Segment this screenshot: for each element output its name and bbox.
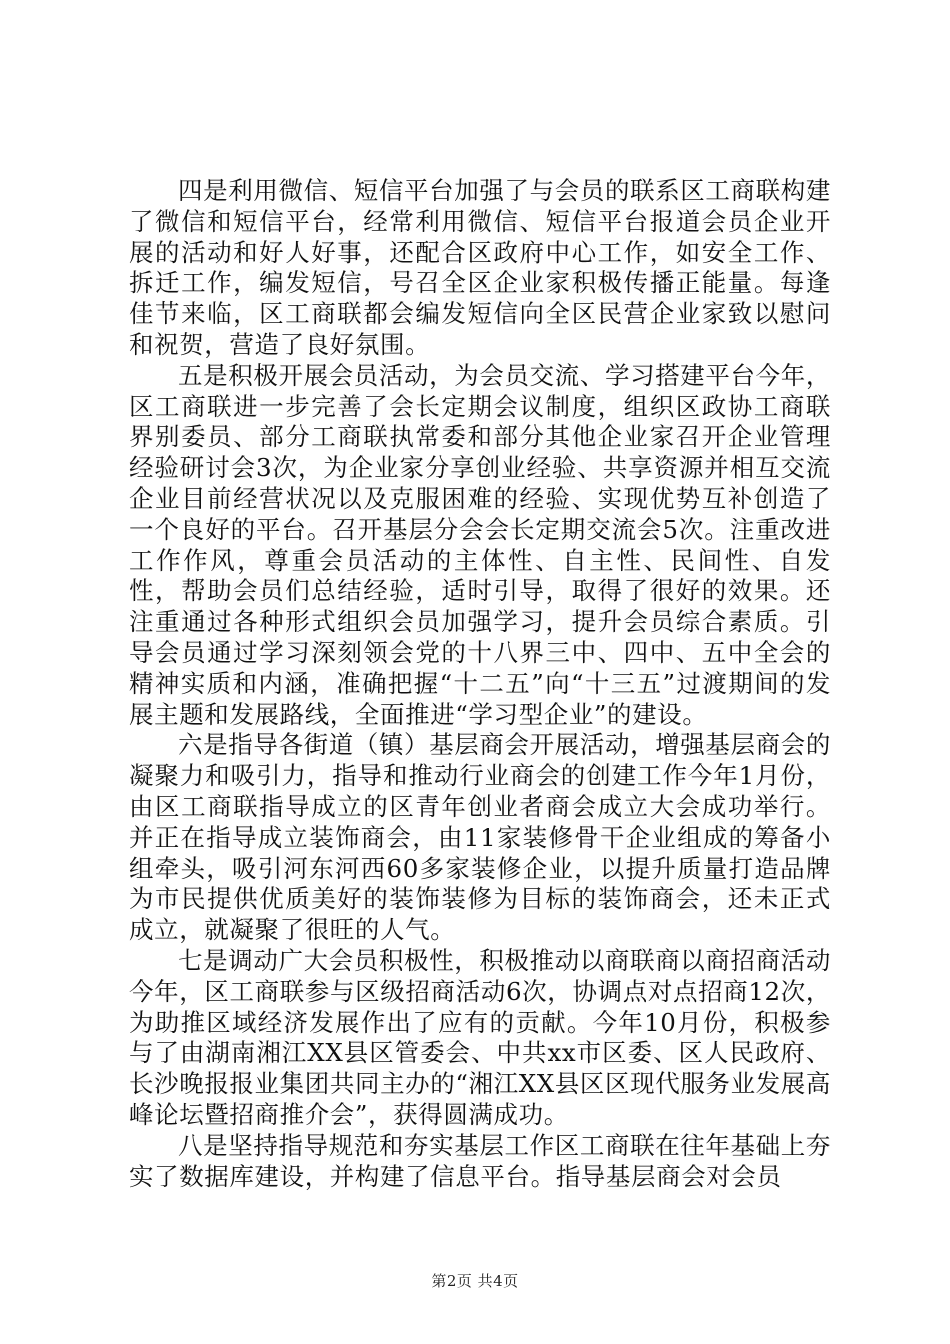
- paragraph-six: 六是指导各街道（镇）基层商会开展活动，增强基层商会的凝聚力和吸引力，指导和推动行业商会的创建工作今年1月份，由区工商联指导成立的区青年创业者商会成立大会成功举行。并正在指导成立装饰商会，由11家装修骨干企业组成的筹备小组牵头，吸引河东河西60多家装修企业，以提升质量打造品牌为市民提供优质美好的装饰装修为目标的装饰商会，还未正式成立，就凝聚了很旺的人气。: [129, 730, 831, 945]
- page-footer: 第2页 共4页: [431, 1272, 519, 1290]
- paragraph-seven: 七是调动广大会员积极性，积极推动以商联商以商招商活动今年，区工商联参与区级招商活动6次，协调点对点招商12次，为助推区域经济发展作出了应有的贡献。今年10月份，积极参与了由湖南湘江XX县区管委会、中共xx市区委、区人民政府、长沙晚报报业集团共同主办的“湘江XX县区区现代服务业发展高峰论坛暨招商推介会”，获得圆满成功。: [129, 945, 831, 1129]
- document-body: [129, 176, 831, 1192]
- paragraph-four: 四是利用微信、短信平台加强了与会员的联系区工商联构建了微信和短信平台，经常利用微信、短信平台报道会员企业开展的活动和好人好事，还配合区政府中心工作，如安全工作、拆迁工作，编发短信，号召全区企业家积极传播正能量。每逢佳节来临，区工商联都会编发短信向全区民营企业家致以慰问和祝贺，营造了良好氛围。: [129, 176, 831, 359]
- paragraph-five: 五是积极开展会员活动，为会员交流、学习搭建平台今年，区工商联进一步完善了会长定期会议制度，组织区政协工商联界别委员、部分工商联执常委和部分其他企业家召开企业管理经验研讨会3次，为企业家分享创业经验、共享资源并相互交流企业目前经营状况以及克服困难的经验、实现优势互补创造了一个良好的平台。召开基层分会会长定期交流会5次。注重改进工作作风，尊重会员活动的主体性、自主性、民间性、自发性，帮助会员们总结经验，适时引导，取得了很好的效果。还注重通过各种形式组织会员加强学习，提升会员综合素质。引导会员通过学习深刻领会党的十八界三中、四中、五中全会的精神实质和内涵，准确把握“十二五”向“十三五”过渡期间的发展主题和发展路线，全面推进“学习型企业”的建设。: [129, 360, 831, 729]
- paragraph-eight: 八是坚持指导规范和夯实基层工作区工商联在往年基础上夯实了数据库建设，并构建了信息平台。指导基层商会对会员: [129, 1130, 831, 1191]
